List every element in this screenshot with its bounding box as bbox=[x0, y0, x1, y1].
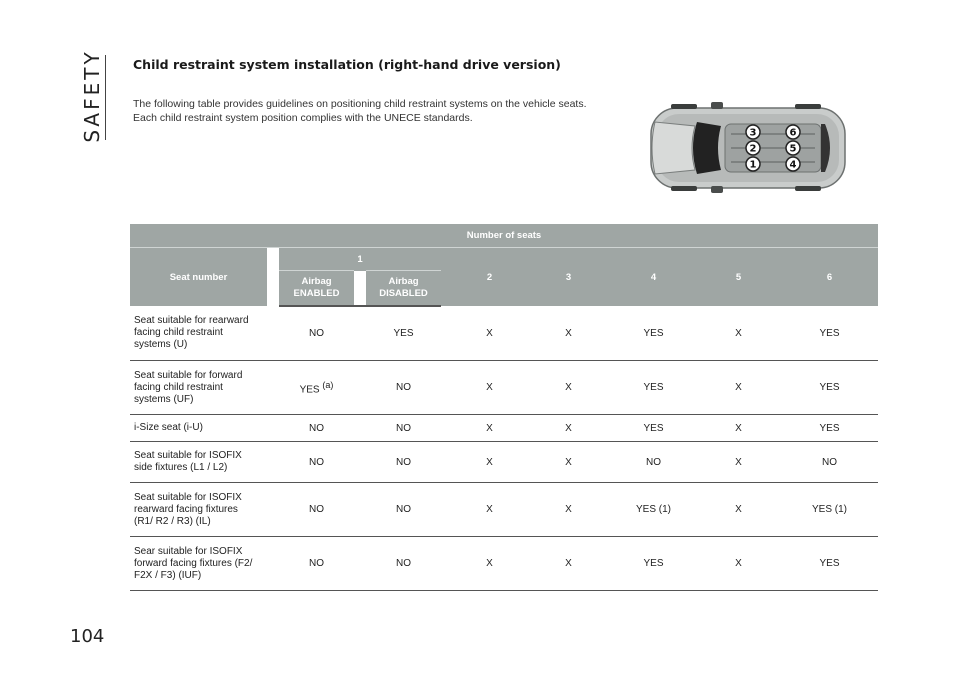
cell-seat-2: X bbox=[453, 483, 526, 537]
seat-badge-4 bbox=[786, 157, 800, 171]
cell-airbag-enabled: YES $^{(a)}$ bbox=[279, 361, 354, 415]
cell-airbag-disabled: NO bbox=[366, 483, 441, 537]
cell-seat-2: X bbox=[453, 361, 526, 415]
cell-seat-3: X bbox=[526, 306, 611, 361]
cell-seat-4: YES bbox=[611, 537, 696, 591]
header-seat-number: Seat number bbox=[130, 248, 267, 307]
header-number-of-seats: Number of seats bbox=[130, 224, 878, 248]
row-label: Seat suitable for ISOFIX side fixtures (L1 / L2) bbox=[130, 442, 279, 483]
cell-airbag-enabled: NO bbox=[279, 306, 354, 361]
section-divider bbox=[105, 55, 106, 140]
cell-airbag-enabled: NO bbox=[279, 415, 354, 442]
header-seat-4: 4 bbox=[611, 248, 696, 307]
header-airbag-disabled: Airbag DISABLED bbox=[366, 271, 441, 307]
row-label: Seat suitable for forward facing child restraint systems (UF) bbox=[130, 361, 279, 415]
footnote-marker: (a) bbox=[322, 379, 334, 390]
header-seat-5: 5 bbox=[696, 248, 781, 307]
cell-airbag-enabled: NO bbox=[279, 483, 354, 537]
cell-airbag-enabled: NO bbox=[279, 537, 354, 591]
cell-airbag-disabled: NO bbox=[366, 537, 441, 591]
cell-seat-2: X bbox=[453, 442, 526, 483]
cell-seat-4: YES bbox=[611, 306, 696, 361]
cell-seat-5: X bbox=[696, 306, 781, 361]
car-seat-diagram bbox=[645, 100, 851, 195]
cell-seat-2: X bbox=[453, 537, 526, 591]
page-title: Child restraint system installation (right-hand drive version) bbox=[133, 57, 561, 72]
cell-seat-4: YES bbox=[611, 361, 696, 415]
row-label: Seat suitable for rearward facing child restraint systems (U) bbox=[130, 306, 279, 361]
cell-airbag-disabled: NO bbox=[366, 361, 441, 415]
seat-badge-6 bbox=[786, 125, 800, 139]
cell-seat-3: X bbox=[526, 537, 611, 591]
cell-seat-6: YES bbox=[781, 537, 878, 591]
cell-seat-3: X bbox=[526, 415, 611, 442]
cell-seat-5: X bbox=[696, 361, 781, 415]
header-gap bbox=[441, 248, 453, 307]
cell-seat-6: YES (1) bbox=[781, 483, 878, 537]
table-row bbox=[130, 537, 878, 591]
cell-seat-4: YES bbox=[611, 415, 696, 442]
cell-airbag-disabled: NO bbox=[366, 415, 441, 442]
seat-badge-5 bbox=[786, 141, 800, 155]
cell-seat-2: X bbox=[453, 415, 526, 442]
cell-seat-5: X bbox=[696, 415, 781, 442]
cell-seat-2: X bbox=[453, 306, 526, 361]
row-label: Seat suitable for ISOFIX rearward facing fixtures (R1/ R2 / R3) (IL) bbox=[130, 483, 279, 537]
header-gap bbox=[267, 248, 279, 307]
header-gap bbox=[354, 271, 366, 307]
header-seat-3: 3 bbox=[526, 248, 611, 307]
section-tab bbox=[80, 49, 104, 143]
header-seat-6: 6 bbox=[781, 248, 878, 307]
cell-seat-3: X bbox=[526, 361, 611, 415]
page-number: 104 bbox=[70, 626, 105, 647]
seat-badge-2 bbox=[746, 141, 760, 155]
header-seat-2: 2 bbox=[453, 248, 526, 307]
cell-seat-5: X bbox=[696, 537, 781, 591]
header-airbag-enabled: Airbag ENABLED bbox=[279, 271, 354, 307]
cell-airbag-disabled: YES bbox=[366, 306, 441, 361]
table-row bbox=[130, 483, 878, 537]
cell-seat-6: YES bbox=[781, 415, 878, 442]
cell-seat-6: NO bbox=[781, 442, 878, 483]
svg-text:4: 4 bbox=[789, 159, 797, 171]
seat-badge-3 bbox=[746, 125, 760, 139]
svg-text:3: 3 bbox=[749, 127, 757, 139]
table-row bbox=[130, 361, 878, 415]
seat-badge-1 bbox=[746, 157, 760, 171]
section-tab-label: SAFETY bbox=[80, 49, 104, 143]
row-label: i-Size seat (i-U) bbox=[130, 415, 279, 442]
cell-seat-4: YES (1) bbox=[611, 483, 696, 537]
cell-airbag-enabled: NO bbox=[279, 442, 354, 483]
svg-text:2: 2 bbox=[749, 143, 757, 155]
svg-text:1: 1 bbox=[749, 159, 757, 171]
table-row bbox=[130, 415, 878, 442]
row-label: Sear suitable for ISOFIX forward facing fixtures (F2/ F2X / F3) (IUF) bbox=[130, 537, 279, 591]
cell-seat-5: X bbox=[696, 483, 781, 537]
cell-seat-6: YES bbox=[781, 361, 878, 415]
header-seat-1: 1 bbox=[279, 248, 441, 271]
svg-text:6: 6 bbox=[789, 127, 797, 139]
cell-seat-5: X bbox=[696, 442, 781, 483]
cell-seat-3: X bbox=[526, 442, 611, 483]
intro-paragraph: The following table provides guidelines on positioning child restraint systems on the vehicle seats. Each child restraint system position complies with the UNECE standards. bbox=[133, 98, 587, 124]
child-restraint-table bbox=[130, 224, 878, 591]
cell-seat-3: X bbox=[526, 483, 611, 537]
cell-seat-6: YES bbox=[781, 306, 878, 361]
table-row bbox=[130, 442, 878, 483]
svg-text:5: 5 bbox=[789, 143, 797, 155]
cell-seat-4: NO bbox=[611, 442, 696, 483]
cell-airbag-disabled: NO bbox=[366, 442, 441, 483]
table-row bbox=[130, 306, 878, 361]
